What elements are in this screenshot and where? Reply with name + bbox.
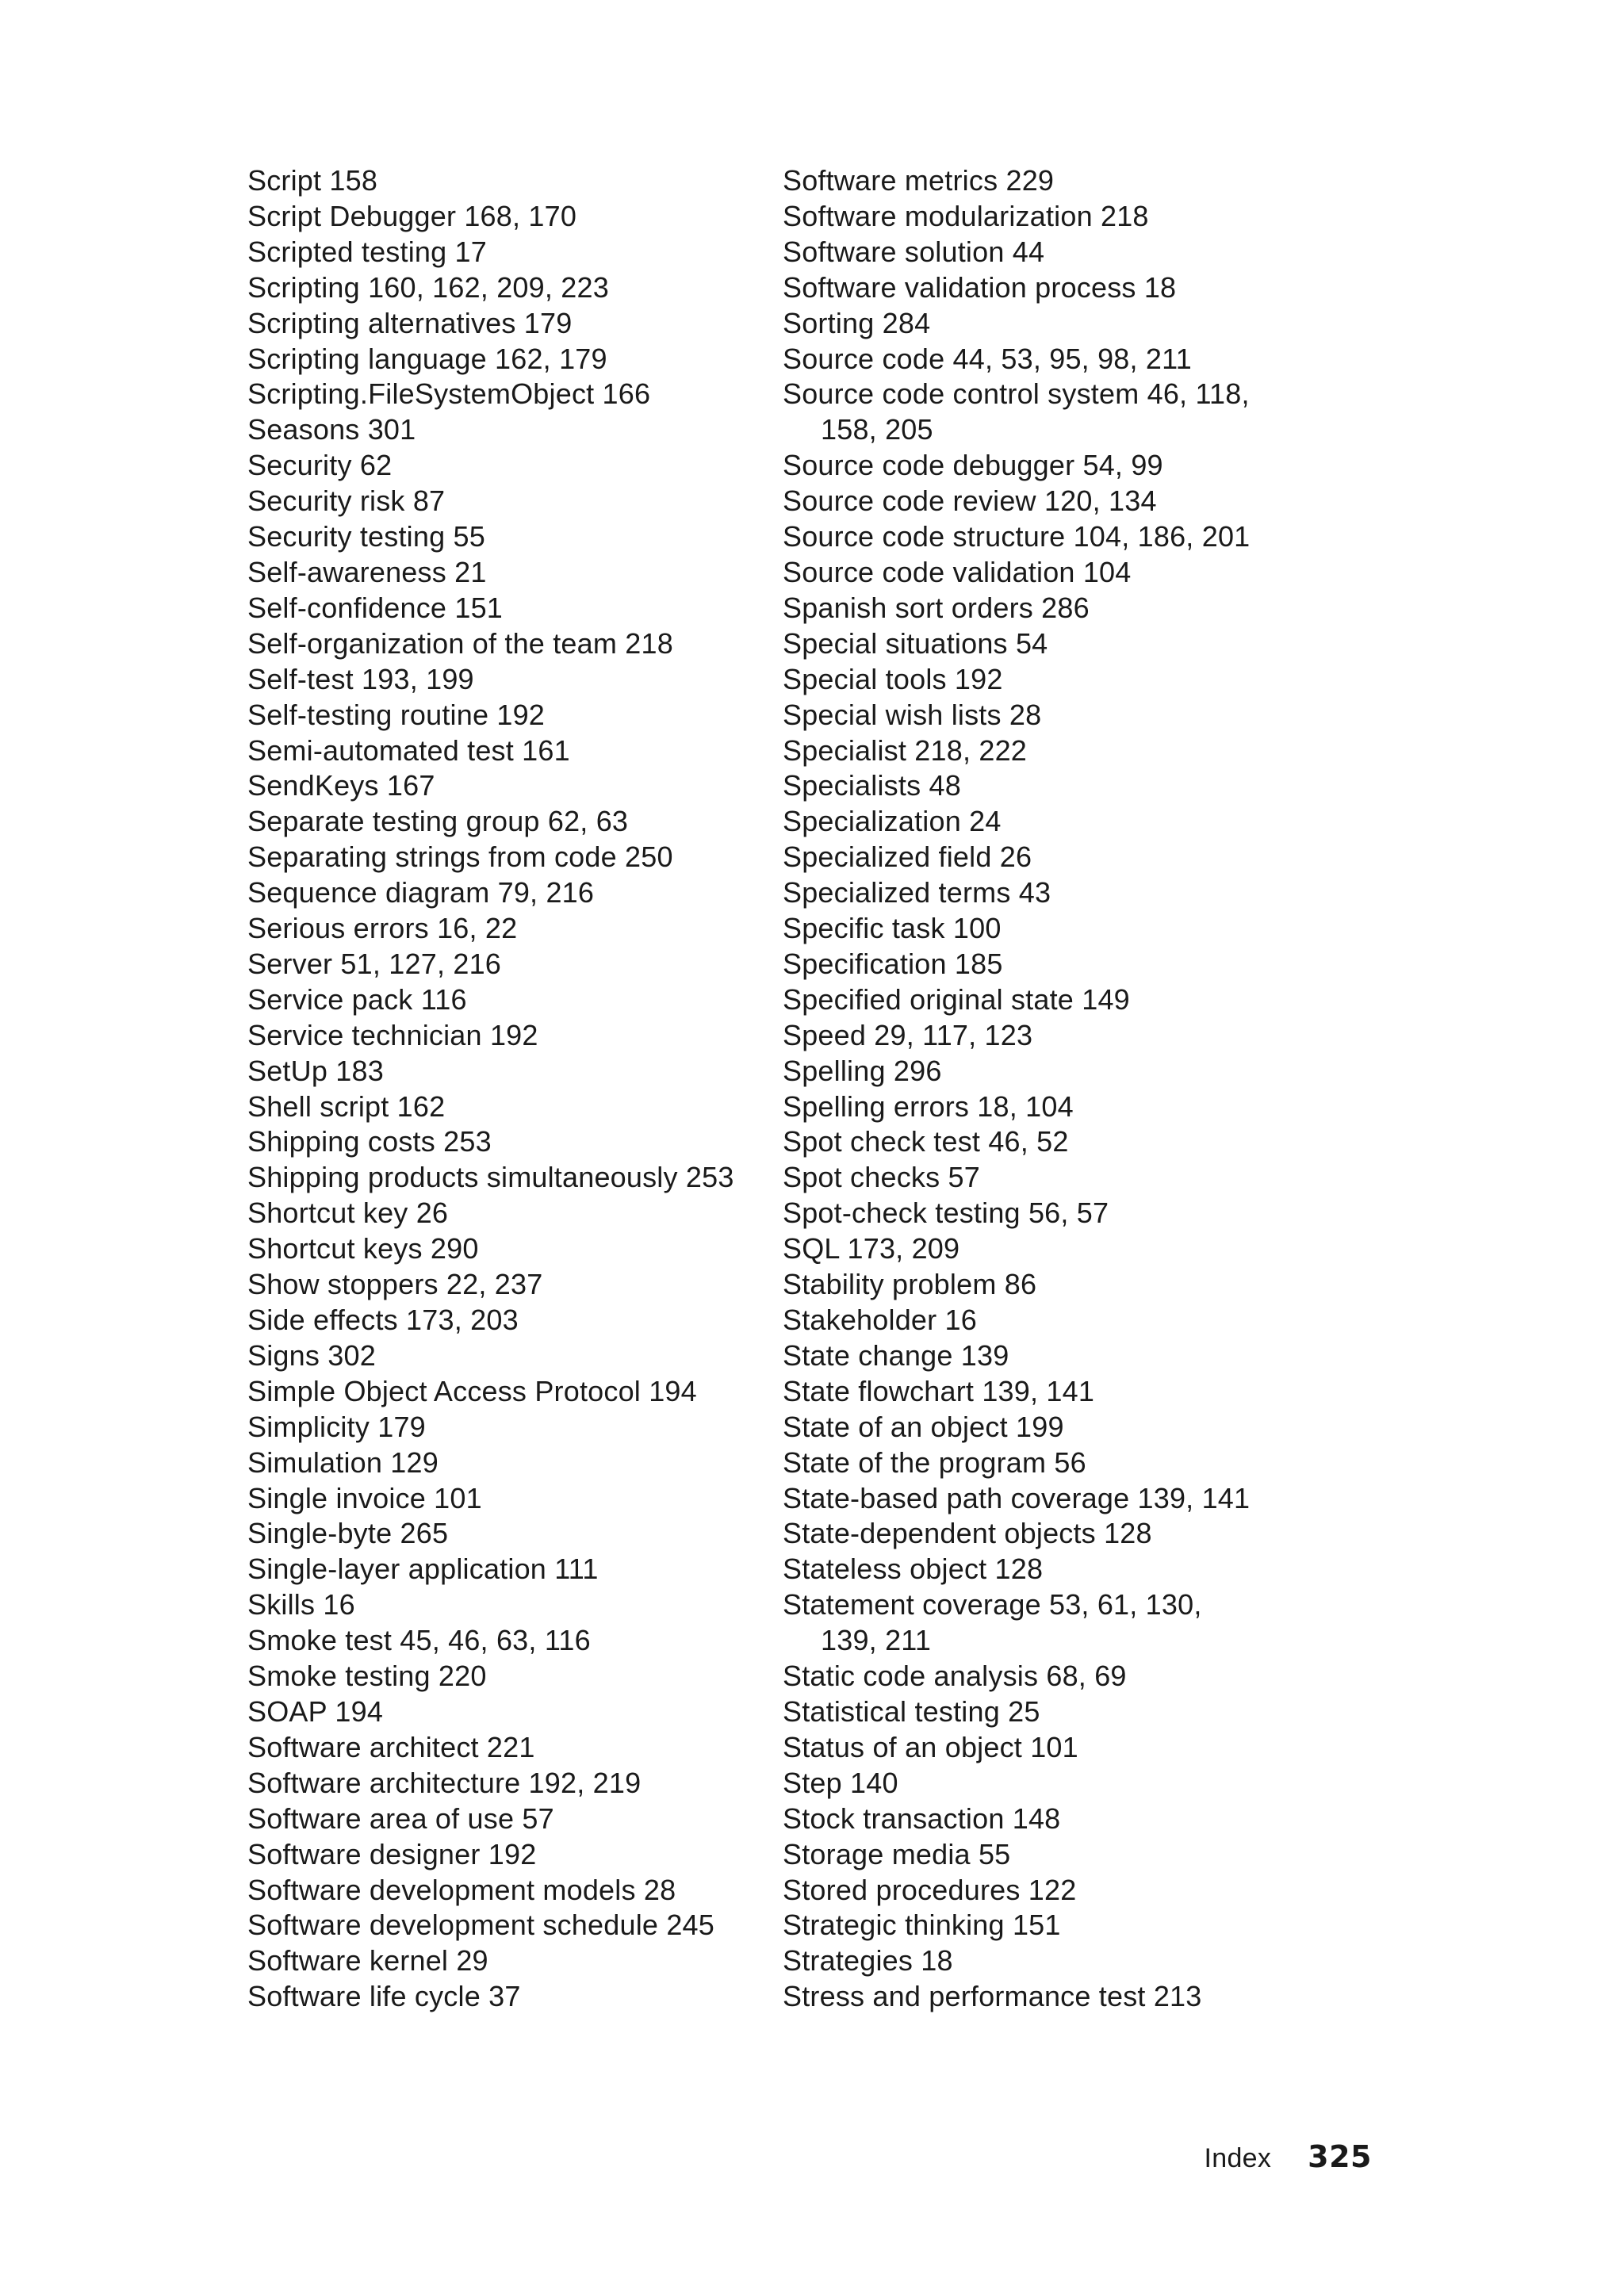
index-column-right	[783, 163, 1290, 2015]
index-entry: SQL 173, 209	[783, 1232, 960, 1265]
index-entry: Simple Object Access Protocol 194	[247, 1374, 697, 1407]
index-entry: Simplicity 179	[247, 1410, 426, 1443]
index-entry: Software designer 192	[247, 1837, 537, 1870]
index-entry: Self-test 193, 199	[247, 662, 474, 695]
index-entry: Source code validation 104	[783, 555, 1132, 588]
index-entry: Strategies 18	[783, 1944, 953, 1978]
index-entry: Signs 302	[247, 1338, 376, 1372]
index-entry: Spot-check testing 56, 57	[783, 1197, 1109, 1230]
index-entry: Stock transaction 148	[783, 1801, 1061, 1835]
index-entry: Spot check test 46, 52	[783, 1125, 1069, 1158]
index-entry: Software development models 28	[247, 1873, 676, 1906]
index-entry: Source code 44, 53, 95, 98, 211	[783, 342, 1192, 375]
index-entry: Simulation 129	[247, 1445, 439, 1479]
index-entry: Speed 29, 117, 123	[783, 1018, 1033, 1051]
index-entry: Software solution 44	[783, 235, 1045, 268]
index-entry: Specified original state 149	[783, 982, 1130, 1016]
index-entry: Stateless object 128	[783, 1553, 1044, 1586]
index-entry: Spanish sort orders 286	[783, 591, 1090, 624]
index-entry: State flowchart 139, 141	[783, 1374, 1095, 1407]
index-column-left	[247, 163, 755, 2015]
index-entry: Script Debugger 168, 170	[247, 199, 577, 232]
index-entry: Security testing 55	[247, 520, 485, 553]
index-entry: State change 139	[783, 1338, 1009, 1372]
index-entry: Serious errors 16, 22	[247, 912, 518, 945]
index-entry: Scripting 160, 162, 209, 223	[247, 270, 609, 304]
index-entry: Software kernel 29	[247, 1944, 488, 1978]
index-entry: Source code debugger 54, 99	[783, 449, 1163, 482]
index-entry: Sorting 284	[783, 306, 931, 339]
index-entry: Security risk 87	[247, 484, 446, 518]
page-number: 325	[1308, 2139, 1372, 2174]
index-entry: Software life cycle 37	[247, 1980, 521, 2013]
index-entry: Software area of use 57	[247, 1801, 554, 1835]
index-entry: Scripting language 162, 179	[247, 342, 607, 375]
index-entry: Source code control system 46, 118,	[783, 377, 1250, 411]
index-entry: Software architect 221	[247, 1730, 535, 1763]
index-entry: Specialists 48	[783, 769, 961, 802]
index-entry: State of an object 199	[783, 1410, 1064, 1443]
index-entry: Script 158	[247, 164, 378, 197]
index-entry: Software modularization 218	[783, 199, 1149, 232]
index-entry: Service pack 116	[247, 982, 467, 1016]
index-entry: Specialized terms 43	[783, 876, 1051, 909]
index-entry: Storage media 55	[783, 1837, 1011, 1870]
index-entry-continuation: 158, 205	[821, 413, 933, 446]
index-entry: Single invoice 101	[247, 1481, 482, 1514]
index-entry: Specification 185	[783, 947, 1003, 980]
index-entry: Special tools 192	[783, 662, 1003, 695]
index-entry: Server 51, 127, 216	[247, 947, 502, 980]
index-entry: Scripted testing 17	[247, 235, 487, 268]
index-entry: Software architecture 192, 219	[247, 1766, 642, 1799]
index-entry: Service technician 192	[247, 1018, 538, 1051]
index-entry: Single-byte 265	[247, 1517, 449, 1550]
index-entry: Special situations 54	[783, 626, 1048, 660]
index-entry: Stability problem 86	[783, 1268, 1037, 1301]
index-entry: Shortcut key 26	[247, 1197, 449, 1230]
index-entry: Source code review 120, 134	[783, 484, 1157, 518]
index-entry: SetUp 183	[247, 1054, 384, 1087]
index-entry: Scripting alternatives 179	[247, 306, 573, 339]
index-entry: Shipping products simultaneously 253	[247, 1161, 734, 1194]
index-entry: Smoke test 45, 46, 63, 116	[247, 1624, 591, 1657]
index-entry: Stress and performance test 213	[783, 1980, 1202, 2013]
index-entry: SendKeys 167	[247, 769, 435, 802]
index-entry: Skills 16	[247, 1588, 355, 1622]
index-entry: Self-testing routine 192	[247, 698, 546, 731]
index-entry: State-dependent objects 128	[783, 1517, 1152, 1550]
index-entry: Spot checks 57	[783, 1161, 980, 1194]
index-entry: Spelling errors 18, 104	[783, 1089, 1074, 1123]
index-entry: Sequence diagram 79, 216	[247, 876, 595, 909]
index-entry-continuation: 139, 211	[821, 1624, 932, 1657]
index-entry: Spelling 296	[783, 1054, 942, 1087]
index-entry: Software metrics 229	[783, 164, 1055, 197]
index-entry: Self-confidence 151	[247, 591, 504, 624]
index-entry: Show stoppers 22, 237	[247, 1268, 543, 1301]
index-entry: Security 62	[247, 449, 393, 482]
index-entry: Self-organization of the team 218	[247, 626, 673, 660]
index-entry: Static code analysis 68, 69	[783, 1660, 1127, 1693]
index-entry: Specialization 24	[783, 805, 1002, 838]
index-entry: Step 140	[783, 1766, 898, 1799]
index-entry: Stakeholder 16	[783, 1304, 977, 1336]
index-entry: Smoke testing 220	[247, 1660, 487, 1693]
index-entry: Scripting.FileSystemObject 166	[247, 377, 651, 411]
page-footer	[1204, 2139, 1372, 2174]
index-entry: Single-layer application 111	[247, 1553, 599, 1586]
index-entry: Separating strings from code 250	[247, 840, 673, 874]
index-entry: Statistical testing 25	[783, 1694, 1040, 1728]
index-entry: Strategic thinking 151	[783, 1909, 1061, 1942]
index-entry: Seasons 301	[247, 413, 416, 446]
index-entry: Special wish lists 28	[783, 698, 1042, 731]
index-entry: Software development schedule 245	[247, 1909, 714, 1942]
index-entry: Shell script 162	[247, 1089, 446, 1123]
index-entry: Shipping costs 253	[247, 1125, 492, 1158]
index-entry: Semi-automated test 161	[247, 733, 570, 767]
index-entry: State of the program 56	[783, 1445, 1086, 1479]
index-entry: Specific task 100	[783, 912, 1002, 945]
index-entry: Separate testing group 62, 63	[247, 805, 629, 838]
index-entry: Self-awareness 21	[247, 555, 487, 588]
index-entry: Specialist 218, 222	[783, 733, 1028, 767]
index-entry: Shortcut keys 290	[247, 1232, 479, 1265]
index-entry: SOAP 194	[247, 1694, 384, 1728]
index-entry: Status of an object 101	[783, 1730, 1078, 1763]
index-entry: Stored procedures 122	[783, 1873, 1077, 1906]
index-entry: State-based path coverage 139, 141	[783, 1481, 1251, 1514]
section-label: Index	[1204, 2143, 1272, 2173]
index-entry: Side effects 173, 203	[247, 1304, 519, 1336]
index-entry: Source code structure 104, 186, 201	[783, 520, 1251, 553]
index-entry: Software validation process 18	[783, 270, 1177, 304]
index-entry: Statement coverage 53, 61, 130,	[783, 1588, 1202, 1622]
index-entry: Specialized field 26	[783, 840, 1032, 874]
